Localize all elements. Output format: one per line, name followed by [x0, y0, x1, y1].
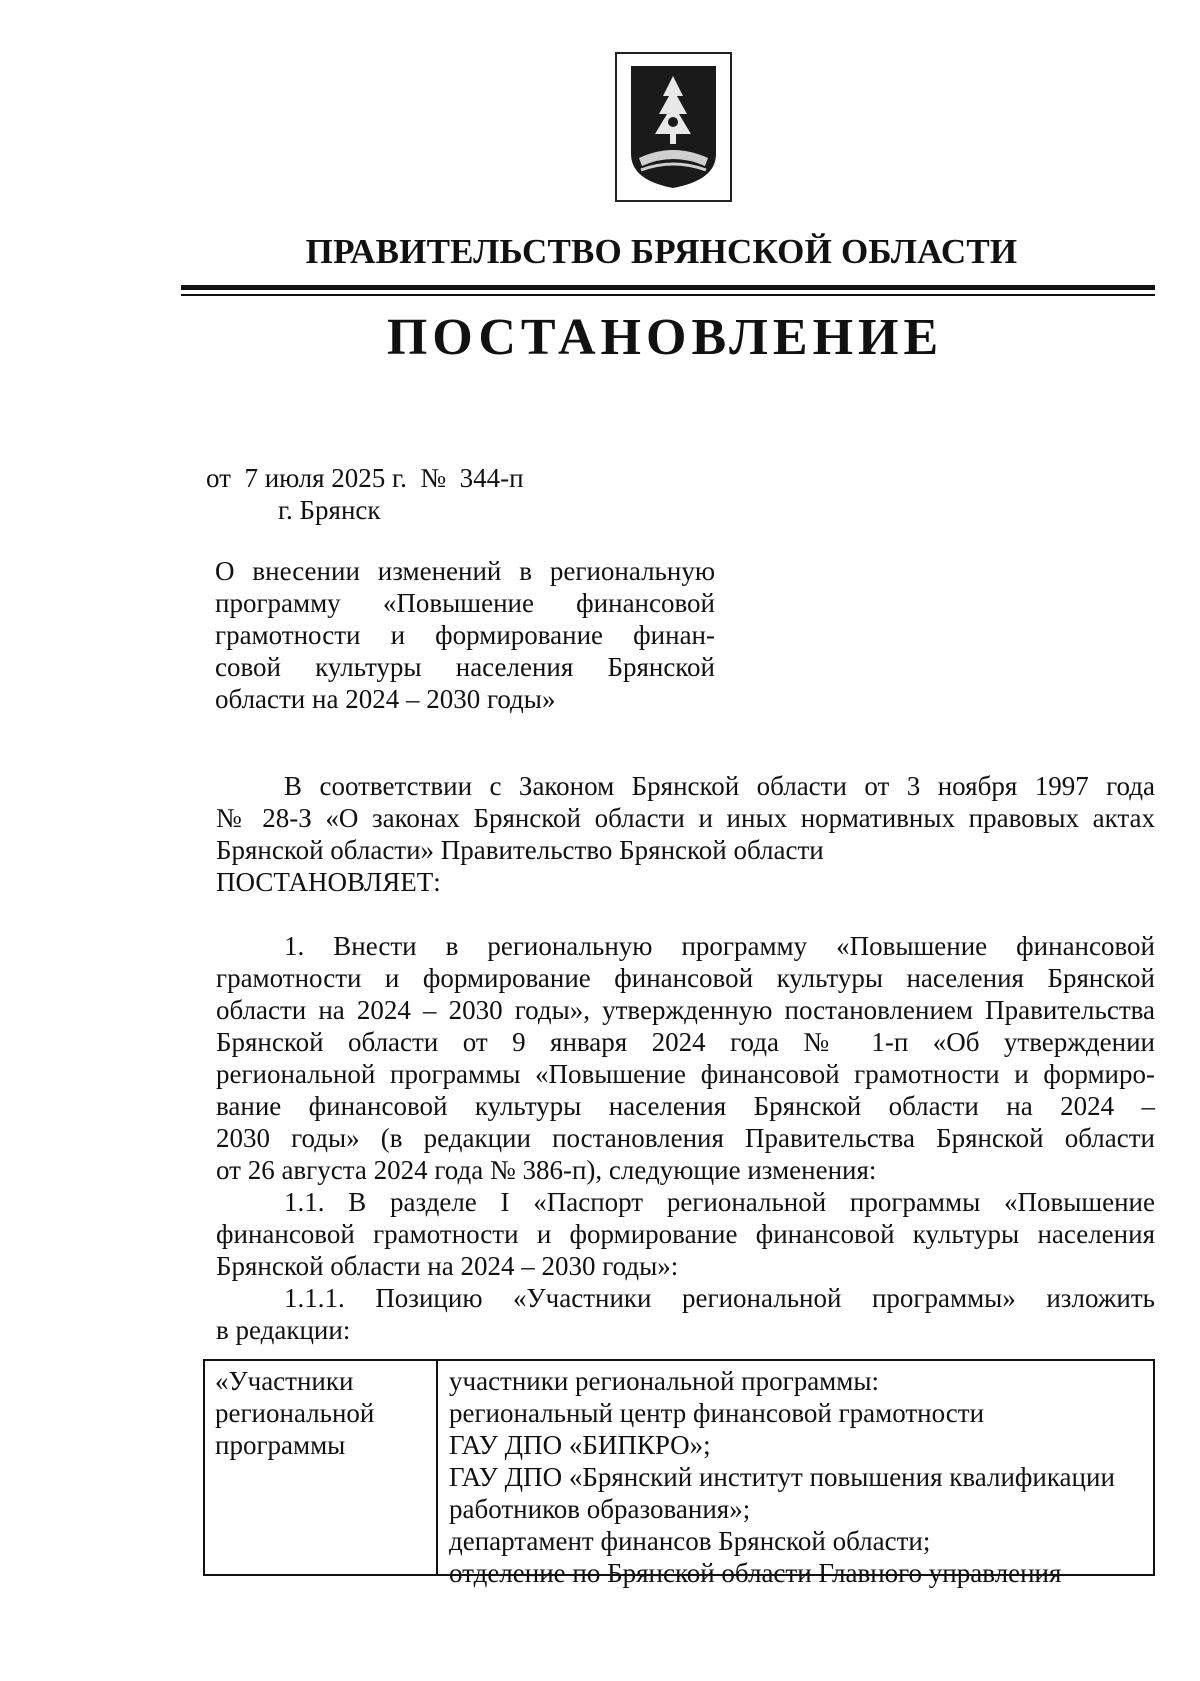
body-line: 1.1.1. Позицию «Участники региональной программы» изложить — [284, 1283, 1155, 1313]
document-body — [216, 770, 1155, 1346]
organization-title: ПРАВИТЕЛЬСТВО БРЯНСКОЙ ОБЛАСТИ — [305, 232, 1018, 271]
body-line: региональной программы «Повышение финансовой грамотности и формиро- — [216, 1059, 1155, 1089]
body-line: В соответствии с Законом Брянской области от 3 ноября 1997 года — [284, 771, 1155, 801]
table-cell-position — [215, 1365, 425, 1461]
coat-of-arms — [615, 52, 732, 202]
table-cell-line: «Участники — [215, 1366, 354, 1396]
document-city: г. Брянск — [278, 495, 381, 525]
document-date-number: от 7 июля 2025 г. № 344-п — [206, 463, 524, 493]
body-line: 1. Внести в региональную программу «Повышение финансовой — [284, 931, 1155, 961]
body-line: вание финансовой культуры населения Брянской области на 2024 – — [216, 1091, 1155, 1121]
body-line: области на 2024 – 2030 годы», утвержденную постановлением Правительства — [216, 995, 1155, 1025]
subject-line: грамотности и формирование финан- — [215, 620, 715, 650]
body-line: от 26 августа 2024 года № 386-п), следующие изменения: — [216, 1155, 877, 1185]
body-line: 2030 годы» (в редакции постановления Правительства Брянской области — [216, 1123, 1155, 1153]
document-subject — [215, 555, 715, 715]
table-cell-line: работников образования»; — [449, 1494, 751, 1524]
body-line: Брянской области от 9 января 2024 года № 1-п «Об утверждении — [216, 1027, 1155, 1057]
table-cell-line: программы — [215, 1430, 346, 1460]
subject-line: О внесении изменений в региональную — [215, 556, 715, 586]
body-line: грамотности и формирование финансовой культуры населения Брянской — [216, 963, 1155, 993]
header-rule-thin — [181, 294, 1155, 296]
body-line: в редакции: — [216, 1315, 351, 1345]
body-line — [216, 898, 1155, 930]
body-line: ПОСТАНОВЛЯЕТ: — [216, 867, 441, 897]
participants-table — [203, 1359, 1155, 1588]
body-line: Брянской области» Правительство Брянской области — [216, 835, 824, 865]
header-rule-thick — [181, 285, 1155, 290]
table-cell-line: региональный центр финансовой грамотности — [449, 1398, 985, 1428]
subject-line: программу «Повышение финансовой — [215, 588, 715, 618]
table-cell-line: региональной — [215, 1398, 375, 1428]
table-cell-line: ГАУ ДПО «БИПКРО»; — [449, 1430, 711, 1460]
body-line: № 28-З «О законах Брянской области и иных нормативных правовых актах — [216, 803, 1155, 833]
body-line: Брянской области на 2024 – 2030 годы»: — [216, 1251, 679, 1281]
table-cell-line: отделение по Брянской области Главного управления — [449, 1558, 1062, 1588]
table-cell-line: департамент финансов Брянской области; — [449, 1526, 931, 1556]
document-type-heading: ПОСТАНОВЛЕНИЕ — [386, 309, 944, 366]
table-cell-participants — [449, 1365, 1149, 1589]
subject-line: области на 2024 – 2030 годы» — [215, 684, 556, 714]
table-cell-line: ГАУ ДПО «Брянский институт повышения квалификации — [449, 1462, 1115, 1492]
table-cell-line: участники региональной программы: — [449, 1366, 879, 1396]
body-line: 1.1. В разделе I «Паспорт региональной программы «Повышение — [284, 1187, 1155, 1217]
table-column-divider — [436, 1361, 438, 1574]
subject-line: совой культуры населения Брянской — [215, 652, 715, 682]
coat-of-arms-icon — [627, 62, 720, 192]
body-line: финансовой грамотности и формирование финансовой культуры населения — [216, 1219, 1155, 1249]
